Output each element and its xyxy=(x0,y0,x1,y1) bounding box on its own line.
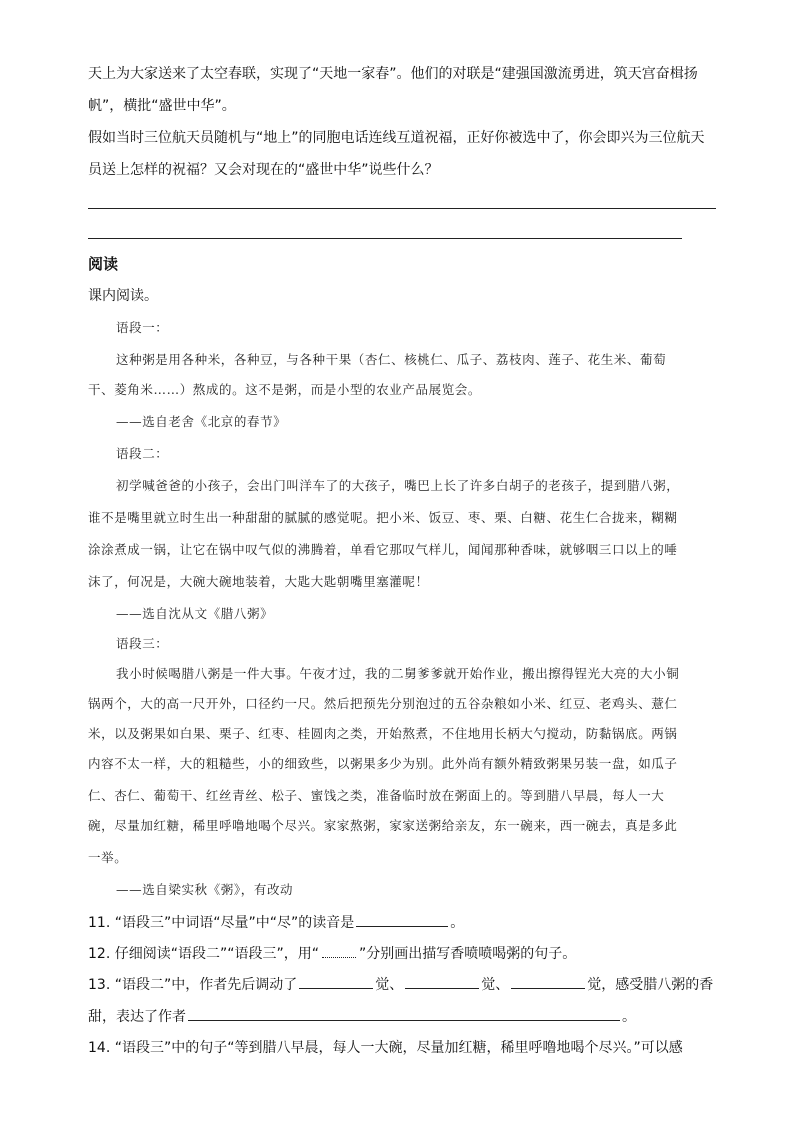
question-13-blank-2[interactable] xyxy=(405,974,479,989)
question-12 xyxy=(88,944,576,964)
question-13-cont: 甜，表达了作者 xyxy=(88,1009,186,1025)
passage-2-line-4: 沫了，何况是，大碗大碗地装着，大匙大匙朝嘴里塞灌呢！ xyxy=(88,574,429,589)
question-13-sense-1: 觉、 xyxy=(375,977,404,993)
passage-1-line-2: 干、菱角米……）熬成的。这不是粥，而是小型的农业产品展览会。 xyxy=(88,382,482,397)
question-13-line-1 xyxy=(88,974,713,995)
question-11 xyxy=(88,912,464,933)
question-13-sense-3: 觉，感受腊八粥的香 xyxy=(587,977,714,993)
passage-3-source: ——选自梁实秋《粥》，有改动 xyxy=(116,882,294,897)
question-13-blank-1[interactable] xyxy=(299,974,373,989)
wavy-underline-symbol xyxy=(322,947,356,958)
intro-line-2: 帆”，横批“盛世中华”。 xyxy=(88,98,236,114)
passage-3-line-3: 米，以及粥果如白果、栗子、红枣、桂圆肉之类，开始熬煮，不住地用长柄大勺搅动，防黏锅底。两锅 xyxy=(88,726,678,741)
section-subtitle: 课内阅读。 xyxy=(88,288,158,304)
passage-3-line-1: 我小时候喝腊八粥是一件大事。午夜才过，我的二舅爹爹就开始作业，搬出擦得锃光大亮的大小铜 xyxy=(116,666,680,681)
passage-2-label: 语段二： xyxy=(116,446,169,461)
intro-line-3: 假如当时三位航天员随机与“地上”的同胞电话连线互道祝福，正好你被选中了，你会即兴为三位航天 xyxy=(88,130,705,146)
question-13-sense-2: 觉、 xyxy=(481,977,510,993)
question-12-text: 12. 仔细阅读“语段二”“语段三”，用“ xyxy=(88,946,319,962)
question-11-text: 11. “语段三”中词语“尽量”中“尽”的读音是 xyxy=(88,915,355,931)
passage-1-label: 语段一： xyxy=(116,320,169,335)
answer-line-2[interactable] xyxy=(88,238,682,239)
intro-line-4: 员送上怎样的祝福？又会对现在的“盛世中华”说些什么？ xyxy=(88,162,439,178)
passage-2-source: ——选自沈从文《腊八粥》 xyxy=(116,606,274,621)
passage-3-line-5: 仁、杏仁、葡萄干、红丝青丝、松子、蜜饯之类，准备临时放在粥面上的。等到腊八早晨，每人一大 xyxy=(88,788,665,803)
passage-3-line-7: 一举。 xyxy=(88,850,128,865)
question-13-text: 13. “语段二”中，作者先后调动了 xyxy=(88,977,298,993)
passage-2-line-1: 初学喊爸爸的小孩子，会出门叫洋车了的大孩子，嘴巴上长了许多白胡子的老孩子，提到腊八粥， xyxy=(116,478,680,493)
question-12-end: ”分别画出描写香喷喷喝粥的句子。 xyxy=(358,946,577,962)
passage-2-line-2: 谁不是嘴里就立时生出一种甜甜的腻腻的感觉呢。把小米、饭豆、枣、栗、白糖、花生仁合拢来，糊糊 xyxy=(88,510,678,525)
passage-3-line-4: 内容不太一样，大的粗糙些，小的细致些，以粥果多少为别。此外尚有额外精致粥果另装一盘，如瓜子 xyxy=(88,756,678,771)
question-11-end: 。 xyxy=(450,915,465,931)
question-13-blank-3[interactable] xyxy=(511,974,585,989)
question-13-blank-4[interactable] xyxy=(188,1006,620,1021)
answer-line-1[interactable] xyxy=(88,208,716,209)
question-13-end: 。 xyxy=(622,1009,636,1025)
passage-1-line-1: 这种粥是用各种米，各种豆，与各种干果（杏仁、核桃仁、瓜子、荔枝肉、莲子、花生米、葡萄 xyxy=(116,352,667,367)
intro-line-1: 天上为大家送来了太空春联，实现了“天地一家春”。他们的对联是“建强国激流勇进，筑天宫奋楫扬 xyxy=(88,66,698,82)
section-title: 阅读 xyxy=(88,255,119,273)
passage-1-source: ——选自老舍《北京的春节》 xyxy=(116,414,287,429)
passage-3-label: 语段三： xyxy=(116,636,169,651)
question-11-blank[interactable] xyxy=(356,912,448,927)
question-14: 14. “语段三”中的句子“等到腊八早晨，每人一大碗，尽量加红糖，稀里呼噜地喝个尽兴。”可以感 xyxy=(88,1040,683,1056)
question-13-line-2 xyxy=(88,1006,636,1027)
passage-2-line-3: 涂涂煮成一锅，让它在锅中叹气似的沸腾着，单看它那叹气样儿，闻闻那种香味，就够咽三口以上的唾 xyxy=(88,542,678,557)
passage-3-line-2: 锅两个，大的高一尺开外，口径约一尺。然后把预先分别泡过的五谷杂粮如小米、红豆、老鸡头、薏仁 xyxy=(88,696,678,711)
passage-3-line-6: 碗，尽量加红糖，稀里呼噜地喝个尽兴。家家熬粥，家家送粥给亲友，东一碗来，西一碗去，真是多此 xyxy=(88,818,678,833)
